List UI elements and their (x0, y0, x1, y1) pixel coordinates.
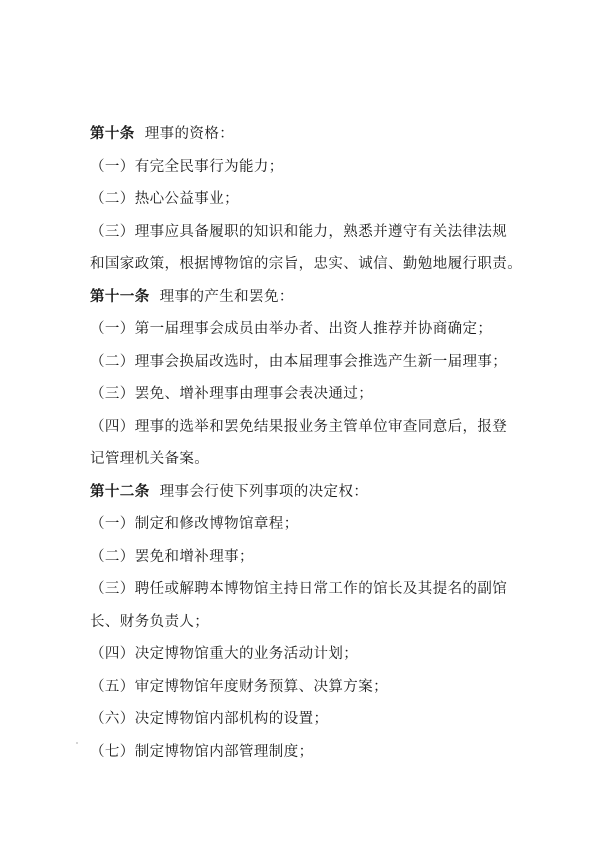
document-body (90, 124, 525, 774)
clause-line: （五）审定博物馆年度财务预算、决算方案； (90, 678, 388, 695)
clause-line: （三）理事应具备履职的知识和能力，熟悉并遵守有关法律法规 (90, 223, 508, 240)
clause-line: （二）罢免和增补理事； (90, 548, 254, 565)
clause-line-continued: 长、财务负责人； (90, 613, 210, 630)
clause-line: （四）理事的选举和罢免结果报业务主管单位审查同意后，报登 (90, 418, 508, 435)
clause-line-continued: 记管理机关备案。 (90, 451, 210, 467)
clause-line-continued: 和国家政策，根据博物馆的宗旨，忠实、诚信、勤勉地履行职责。 (90, 256, 523, 272)
clause-line: （二）热心公益事业； (90, 191, 239, 207)
article-title: 理事的资格： (144, 126, 235, 142)
clause-line: （七）制定博物馆内部管理制度； (90, 743, 314, 760)
article-heading (90, 482, 525, 502)
clause-line: （三）聘任或解聘本博物馆主持日常工作的馆长及其提名的副馆 (90, 581, 508, 597)
article-number: 第十条 (90, 125, 135, 142)
article-number: 第十二条 (90, 482, 150, 500)
article-heading (90, 124, 525, 144)
clause-line: （三）罢免、增补理事由理事会表决通过； (90, 386, 374, 402)
clause-line: （六）决定博物馆内部机构的设置； (90, 711, 329, 727)
article-number: 第十一条 (90, 287, 150, 305)
article-title: 理事的产生和罢免： (159, 288, 294, 305)
clause-line: （一）第一届理事会成员由举办者、出资人推荐并协商确定； (90, 321, 493, 337)
scan-speck (76, 742, 78, 744)
clause-line: （一）制定和修改博物馆章程； (90, 516, 299, 532)
article-heading (90, 287, 525, 307)
clause-line: （四）决定博物馆重大的业务活动计划； (90, 646, 359, 662)
article-title: 理事会行使下列事项的决定权： (159, 483, 369, 500)
clause-line: （二）理事会换届改选时，由本届理事会推选产生新一届理事； (90, 353, 508, 370)
clause-line: （一）有完全民事行为能力； (90, 158, 284, 175)
